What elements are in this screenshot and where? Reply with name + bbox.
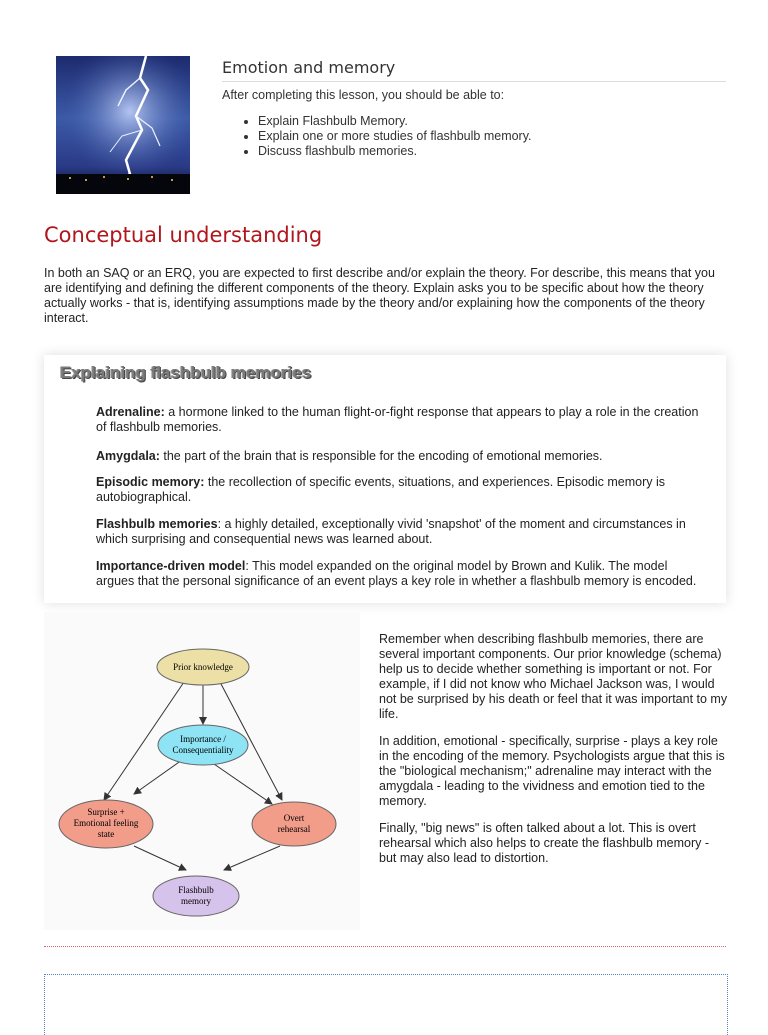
explanation-paragraph: In addition, emotional - specifically, surprise - plays a key role in the encoding of the memory. Psychologists argue that this is the "biological mechanism;" adrenaline may interact with the amygdala - leading to the vividness and emotion tied to the memory. (379, 734, 725, 808)
term-definition: : a highly detailed, exceptionally vivid 'snapshot' of the moment and circumstances in which surprising and consequential news was learned about. (96, 517, 686, 546)
explanation-text (379, 632, 729, 878)
term-label: Importance-driven model (96, 559, 246, 573)
lightning-image (56, 56, 190, 194)
section-heading: Conceptual understanding (44, 223, 323, 247)
glossary-term-adrenaline (96, 405, 708, 434)
term-definition: the recollection of specific events, situations, and experiences. Episodic memory is autobiographical. (96, 475, 666, 504)
arrow-importance-overt (214, 764, 272, 804)
arrow-surprise-flashbulb (134, 846, 186, 870)
section-paragraph: In both an SAQ or an ERQ, you are expected to first describe and/or explain the theory. For describe, this means that you are identifying and defining the different components of the theory. Explain asks you to be specific about how the theory actually works - that is, identifying assumptions made by the theory and/or explaining how the components of the theory interact. (44, 266, 715, 325)
arrow-overt-flashbulb (224, 846, 280, 870)
term-definition: the part of the brain that is responsible for the encoding of emotional memories. (159, 449, 603, 463)
lightning-photo (56, 56, 190, 194)
node-label-surprise-1: Surprise + (87, 807, 125, 817)
objective-item: • Discuss flashbulb memories. (258, 144, 532, 159)
flashbulb-model-diagram (44, 612, 360, 930)
node-label-overt-1: Overt (283, 813, 305, 823)
arrow-importance-surprise (134, 760, 182, 794)
section-divider (44, 946, 726, 947)
glossary-term-episodic-memory (96, 475, 708, 504)
glossary-term-importance-driven-model (96, 559, 708, 588)
node-label-flashbulb-2: memory (181, 896, 211, 906)
node-label-flashbulb-1: Flashbulb (178, 885, 214, 895)
node-label-importance-1: Importance / (180, 734, 226, 744)
term-definition: a hormone linked to the human flight-or-fight response that appears to play a role in the creation of flashbulb memories. (96, 405, 699, 434)
objective-item: • Explain one or more studies of flashbulb memory. (258, 129, 532, 144)
glossary-term-amygdala (96, 449, 708, 464)
term-definition: : This model expanded on the original model by Brown and Kulik. The model argues that the personal significance of an event plays a key role in whether a flashbulb memory is encoded. (96, 559, 697, 588)
glossary-term-flashbulb-memories (96, 517, 708, 546)
term-label: Adrenaline: (96, 405, 165, 419)
next-section-box (44, 974, 728, 1035)
node-label-surprise-2: Emotional feeling (73, 818, 139, 828)
diagram-svg (44, 612, 360, 930)
node-label-overt-2: rehearsal (277, 824, 311, 834)
term-label: Amygdala: (96, 449, 160, 463)
node-label-surprise-3: state (97, 829, 115, 839)
objective-item: • Explain Flashbulb Memory. (258, 114, 532, 129)
lesson-intro: After completing this lesson, you should be able to: (222, 88, 505, 102)
explanation-paragraph: Remember when describing flashbulb memories, there are several important components. Our prior knowledge (schema) help us to decide whether something is important or not. For example, if I did not know who Michael Jackson was, I would not be surprised by his death or feel that it was important to my life. (379, 632, 728, 721)
lesson-title: Emotion and memory (222, 58, 726, 82)
explanation-paragraph: Finally, "big news" is often talked about a lot. This is overt rehearsal which also helps to create the flashbulb memory - but may also lead to distortion. (379, 821, 710, 865)
term-label: Flashbulb memories (96, 517, 218, 531)
term-label: Episodic memory: (96, 475, 205, 489)
node-label-prior: Prior knowledge (173, 662, 233, 672)
glossary-title: Explaining flashbulb memories (60, 363, 312, 382)
objectives-list (222, 114, 532, 159)
node-label-importance-2: Consequentiality (172, 745, 234, 755)
